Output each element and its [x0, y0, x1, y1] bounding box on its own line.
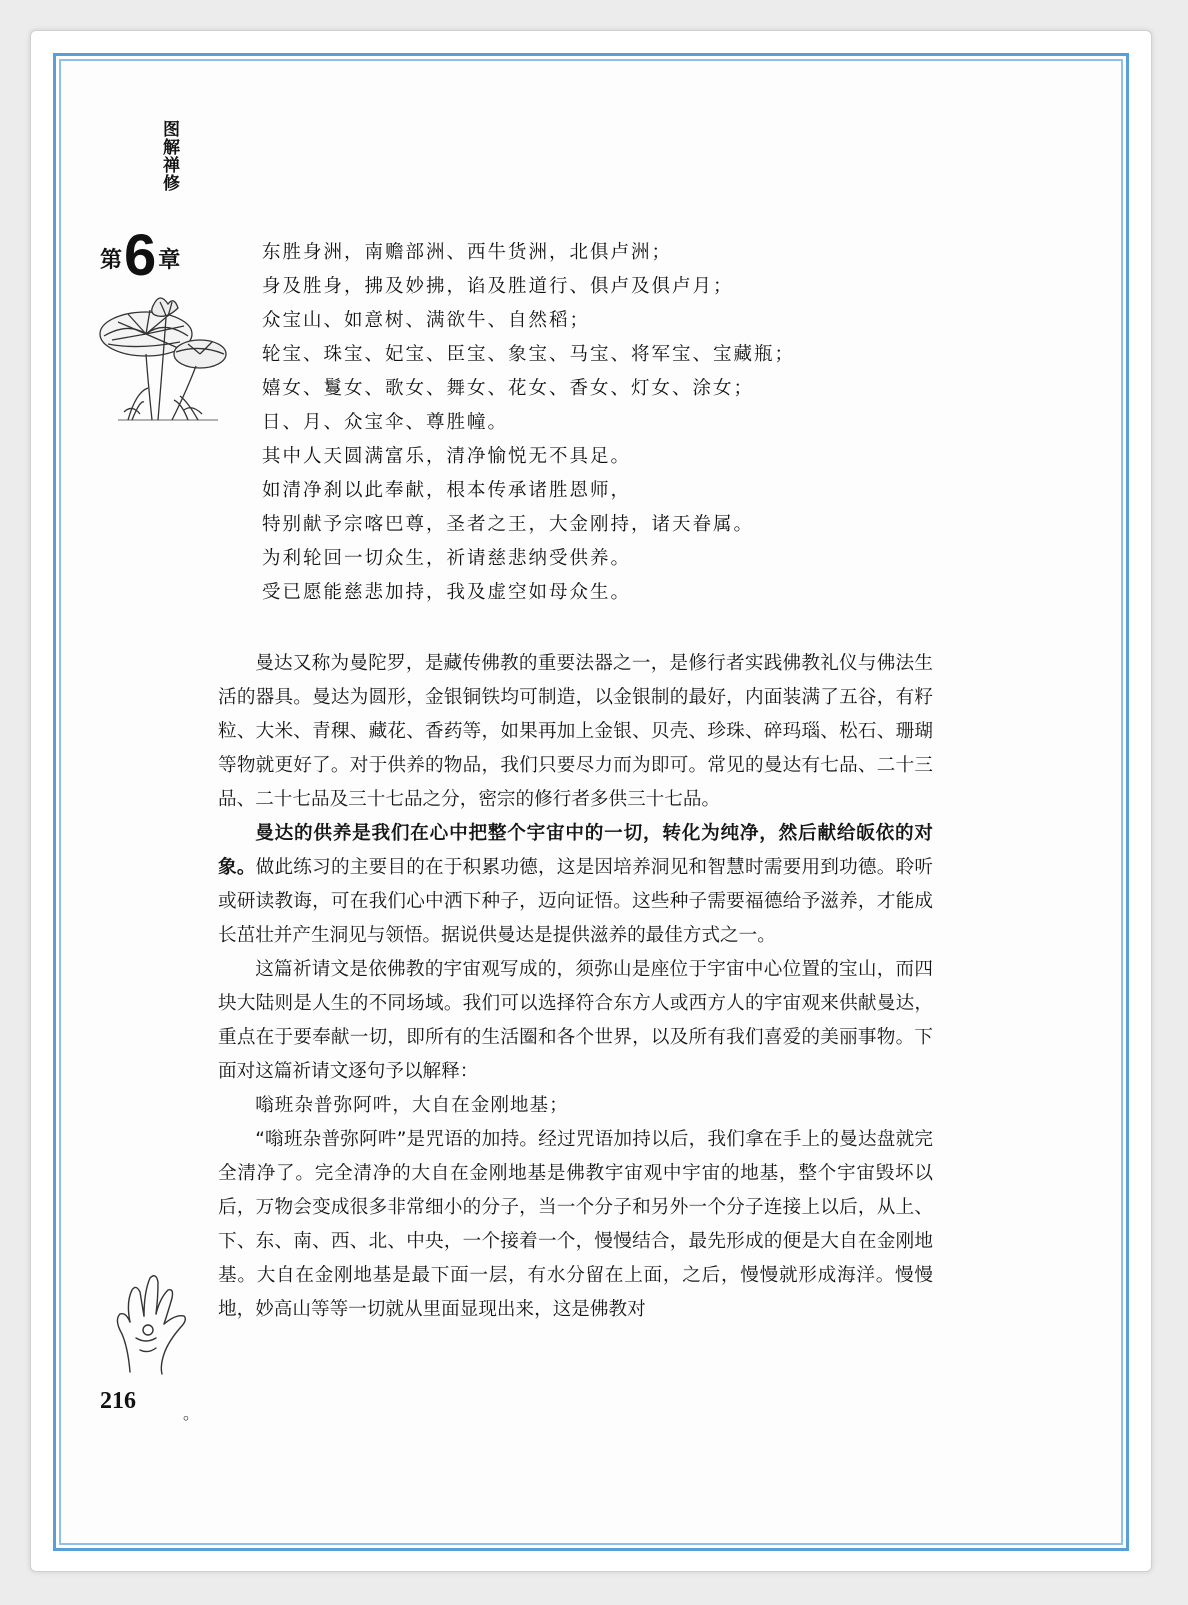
verse-line: 为利轮回一切众生，祈请慈悲纳受供养。 [262, 548, 632, 569]
verse-line: 日、月、众宝伞、尊胜幢。 [262, 412, 509, 433]
chapter-prefix: 第 [100, 248, 123, 273]
chapter-number: 6 [124, 223, 157, 288]
lotus-illustration-icon [88, 292, 238, 422]
paragraph-text: 做此练习的主要目的在于积累功德，这是因培养洞见和智慧时需要用到功德。聆听或研读教诲，可在我们心中洒下种子，迈向证悟。这些种子需要福德给予滋养，才能成长茁壮并产生洞见与领悟。据说供曼达是提供滋养的最佳方式之一。 [218, 857, 933, 946]
verse-line: 特别献予宗喀巴尊，圣者之王，大金刚持，诸天眷属。 [262, 514, 755, 535]
mudra-hand-icon [100, 1268, 210, 1376]
quoted-verse: 嗡班杂普弥阿吽，大自在金刚地基； [255, 1095, 569, 1116]
series-title: 图解禅修 [159, 120, 179, 192]
verse-line: 嬉女、鬘女、歌女、舞女、花女、香女、灯女、涂女； [262, 378, 755, 399]
chapter-heading [100, 223, 230, 288]
verse-line: 其中人天圆满富乐，清净愉悦无不具足。 [262, 446, 632, 467]
page-mark: 。 [183, 1406, 200, 1423]
body-text [218, 647, 933, 1327]
verse-line: 东胜身洲，南赡部洲、西牛货洲，北俱卢洲； [262, 242, 673, 263]
paragraph-explanation: “嗡班杂普弥阿吽”是咒语的加持。经过咒语加持以后，我们拿在手上的曼达盘就完全清净了。完全清净的大自在金刚地基是佛教宇宙观中宇宙的地基，整个宇宙毁坏以后，万物会变成很多非常细小的分子，当一个分子和另外一个分子连接上以后，从上、下、东、南、西、北、中央，一个接着一个，慢慢结合，最先形成的便是大自在金刚地基。大自在金刚地基是最下面一层，有水分留在上面，之后，慢慢就形成海洋。慢慢地，妙高山等等一切就从里面显现出来，这是佛教对 [218, 1129, 933, 1320]
verse-line: 受已愿能慈悲加持，我及虚空如母众生。 [262, 582, 632, 603]
paragraph-mandala-offering [218, 817, 933, 953]
emphasis-text: 曼达的供养是我们在心中把整个宇宙中的一切，转化为纯净，然后献给皈依的对象。 [218, 823, 933, 878]
verse-line: 众宝山、如意树、满欲牛、自然稻； [262, 310, 591, 331]
prayer-verse [262, 236, 962, 610]
chapter-suffix: 章 [158, 248, 181, 273]
paragraph-cosmology: 这篇祈请文是依佛教的宇宙观写成的，须弥山是座位于宇宙中心位置的宝山，而四块大陆则是人生的不同场域。我们可以选择符合东方人或西方人的宇宙观来供献曼达，重点在于要奉献一切，即所有的生活圈和各个世界，以及所有我们喜爱的美丽事物。下面对这篇祈请文逐句予以解释： [218, 959, 933, 1082]
paragraph-mandala-intro: 曼达又称为曼陀罗，是藏传佛教的重要法器之一，是修行者实践佛教礼仪与佛法生活的器具。曼达为圆形，金银铜铁均可制造，以金银制的最好，内面装满了五谷，有籽粒、大米、青稞、藏花、香药等，如果再加上金银、贝壳、珍珠、碎玛瑙、松石、珊瑚等物就更好了。对于供养的物品，我们只要尽力而为即可。常见的曼达有七品、二十三品、二十七品及三十七品之分，密宗的修行者多供三十七品。 [218, 653, 933, 810]
verse-line: 身及胜身，拂及妙拂，谄及胜道行、俱卢及俱卢月； [262, 276, 734, 297]
verse-line: 轮宝、珠宝、妃宝、臣宝、象宝、马宝、将军宝、宝藏瓶； [262, 344, 796, 365]
verse-line: 如清净刹以此奉献，根本传承诸胜恩师， [262, 480, 632, 501]
page-number: 216 [100, 1388, 136, 1414]
